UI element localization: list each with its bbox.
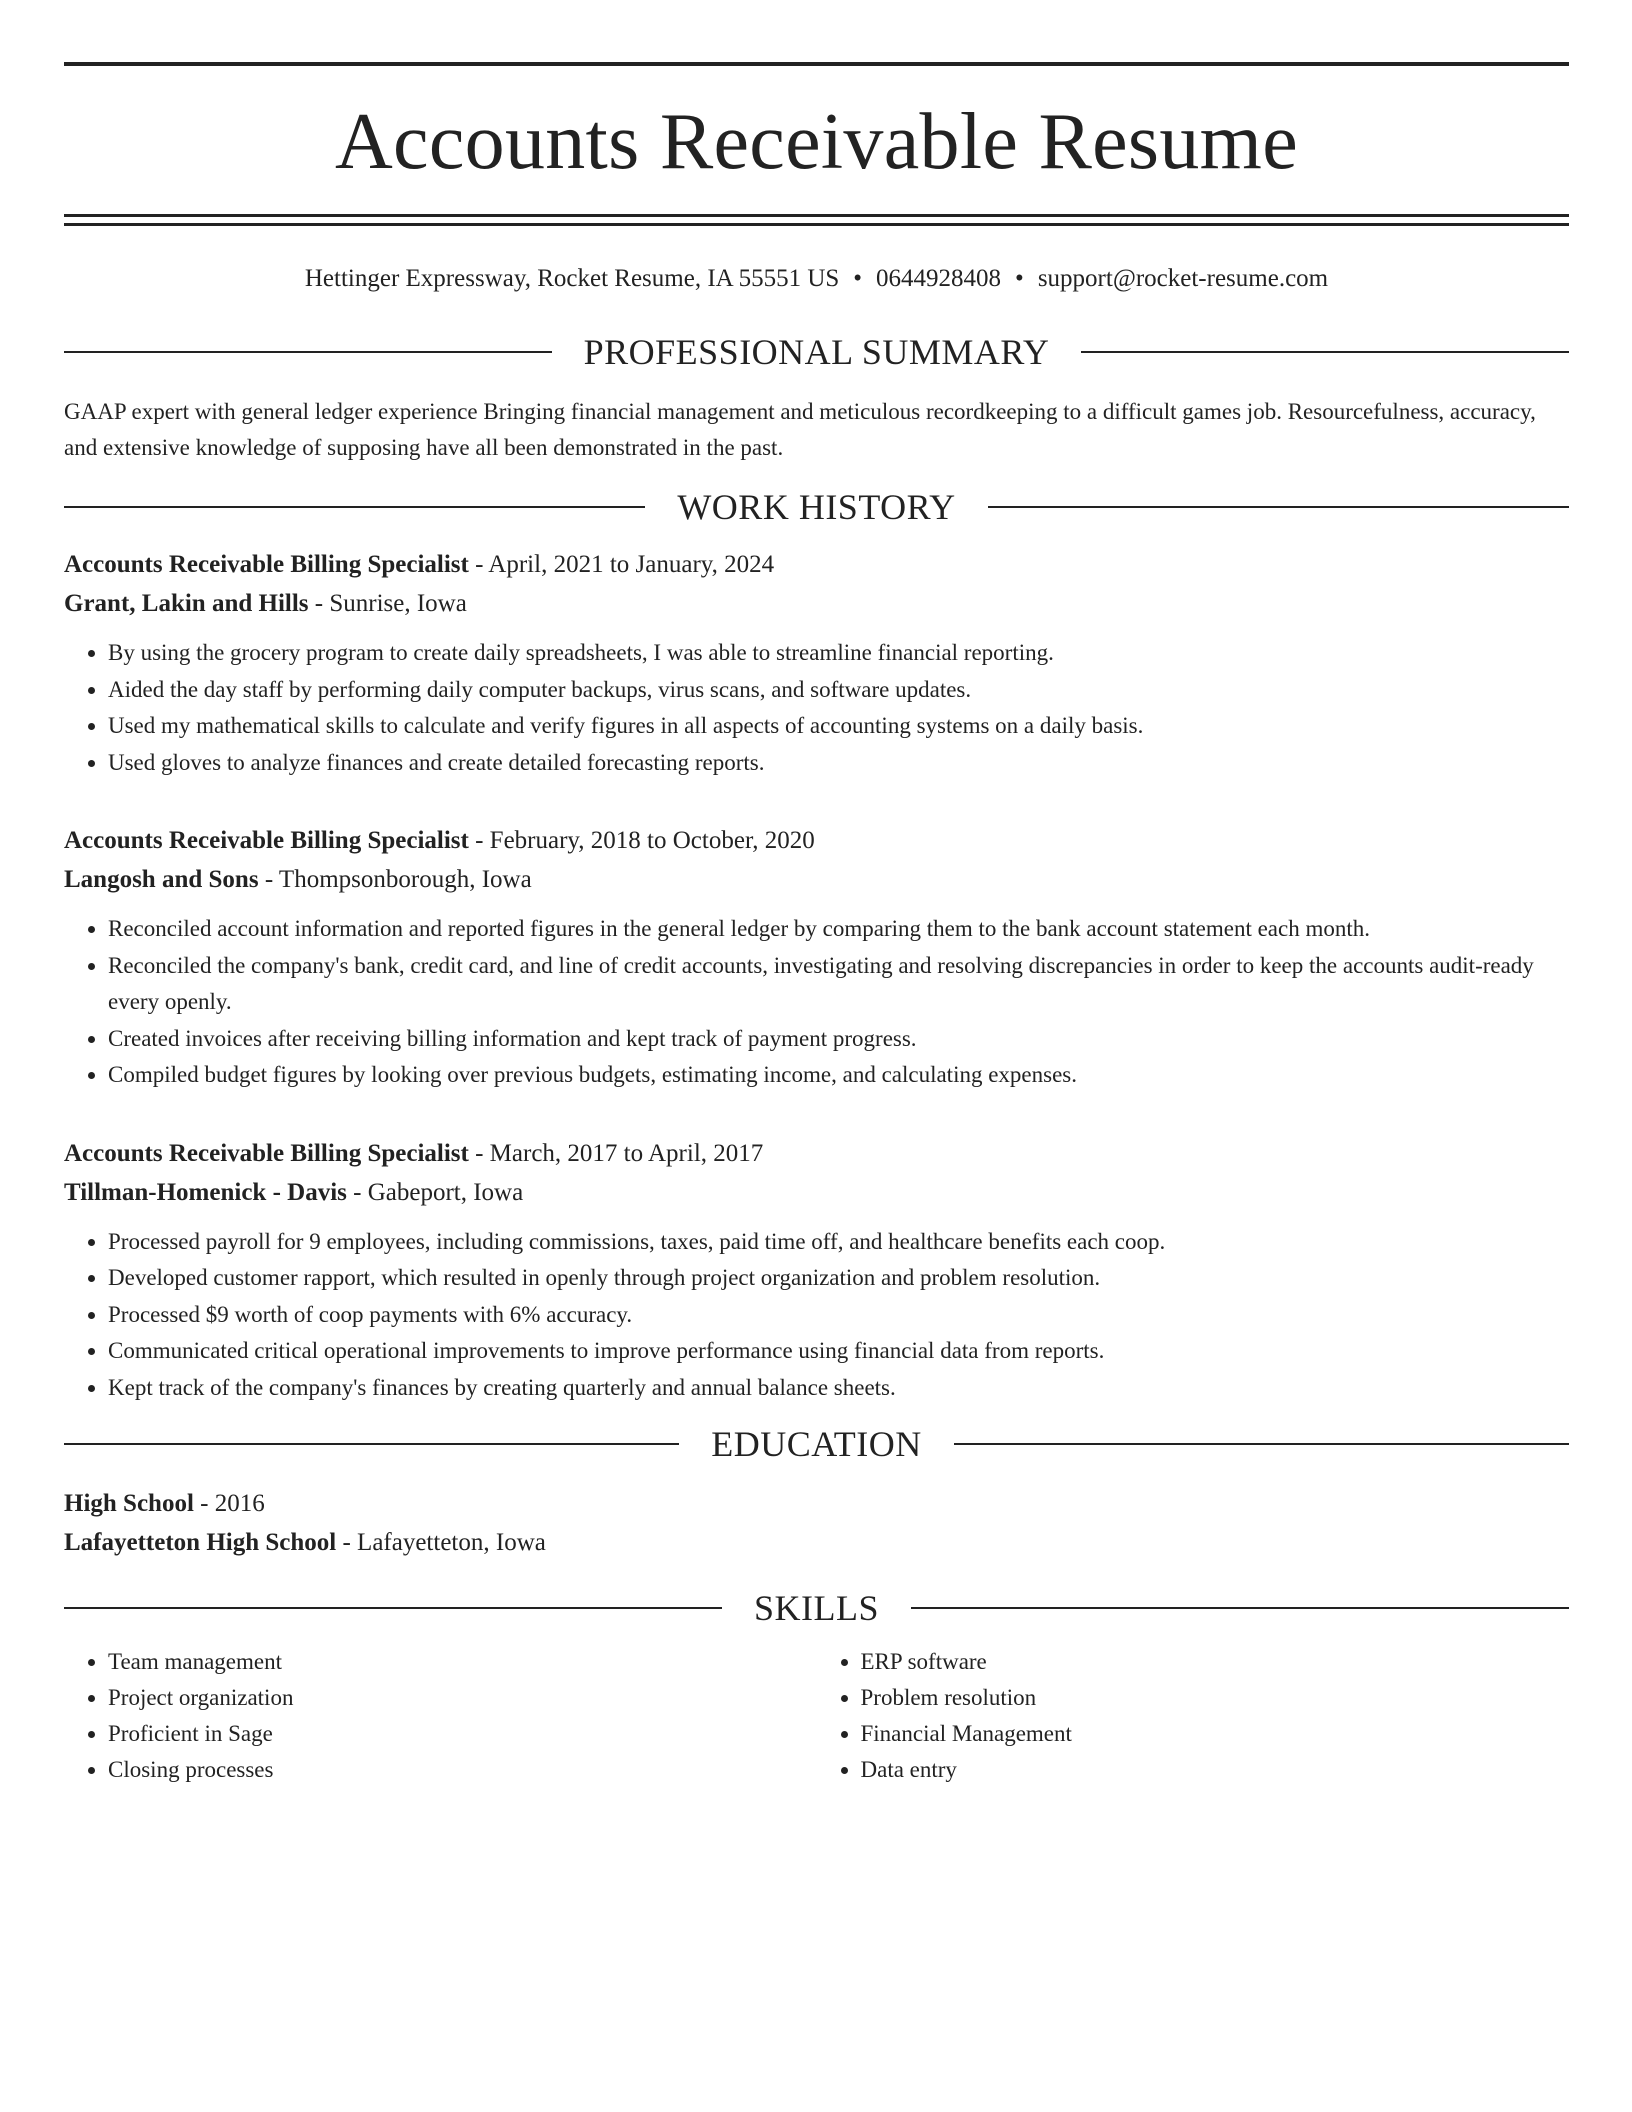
section-heading-work [64, 489, 1569, 525]
section-heading-skills [64, 1590, 1569, 1626]
divider-line [911, 1607, 1569, 1609]
list-item: • Processed payroll for 9 employees, including commissions, taxes, paid time off, and healthcare benefits each coop. [108, 1224, 1569, 1261]
job-entry [64, 1134, 1569, 1407]
job-title-line [64, 821, 1569, 860]
divider-line [1081, 351, 1569, 353]
list-item: • Processed $9 worth of coop payments with 6% accuracy. [108, 1297, 1569, 1334]
contact-separator: • [1015, 265, 1024, 292]
job-company: Tillman-Homenick - Davis [64, 1178, 347, 1206]
education-school-line [64, 1523, 1569, 1562]
skill-item: • Financial Management [861, 1716, 1570, 1752]
job-location: - Sunrise, Iowa [308, 590, 467, 617]
job-title: Accounts Receivable Billing Specialist [64, 827, 469, 854]
list-item: • Reconciled the company's bank, credit card, and line of credit accounts, investigating and resolving discrepancies in order to keep the accounts audit-ready every openly. [108, 948, 1569, 1021]
section-heading-education [64, 1426, 1569, 1462]
job-dates: - March, 2017 to April, 2017 [468, 1139, 764, 1167]
education-entry [64, 1484, 1569, 1562]
list-item: • Kept track of the company's finances by creating quarterly and annual balance sheets. [108, 1370, 1569, 1407]
resume-title: Accounts Receivable Resume [334, 98, 1299, 186]
job-entry [64, 545, 1569, 781]
job-company-line [64, 584, 1569, 623]
section-title: SKILLS [754, 1588, 880, 1628]
job-title: Accounts Receivable Billing Specialist [64, 551, 469, 578]
divider-line [988, 506, 1569, 508]
top-rule [64, 62, 1569, 66]
list-item: • Reconciled account information and reported figures in the general ledger by comparing them to the bank account statement each month. [108, 911, 1569, 948]
section-heading-summary [64, 334, 1569, 370]
contact-separator: • [853, 265, 863, 292]
divider-line [64, 1607, 722, 1609]
job-title-line [64, 1134, 1569, 1173]
list-item: • Compiled budget figures by looking over previous budgets, estimating income, and calculating expenses. [108, 1057, 1569, 1094]
job-company-line [64, 1173, 1569, 1212]
skill-item: • Data entry [861, 1752, 1570, 1788]
section-title: EDUCATION [711, 1424, 922, 1464]
section-title: PROFESSIONAL SUMMARY [583, 332, 1050, 372]
summary-text: GAAP expert with general ledger experience Bringing financial management and meticulous recordkeeping to a difficult games job. Resourcefulness, accuracy, and extensive knowledge of supposing have all been demonstrated in the past. [64, 399, 1536, 460]
job-dates: - February, 2018 to October, 2020 [468, 827, 815, 854]
skill-item: • Proficient in Sage [108, 1716, 817, 1752]
skills-column-right [817, 1644, 1570, 1788]
divider-line [954, 1443, 1569, 1445]
list-item: • Used my mathematical skills to calculate and verify figures in all aspects of accounting systems on a daily basis. [108, 708, 1569, 745]
education-degree: High School [64, 1490, 194, 1517]
divider-line [64, 351, 552, 353]
skill-item: • Closing processes [108, 1752, 817, 1788]
job-dates: - April, 2021 to January, 2024 [468, 551, 775, 578]
education-year: - 2016 [193, 1490, 265, 1517]
job-company: Grant, Lakin and Hills [64, 590, 309, 617]
job-company-line [64, 860, 1569, 899]
divider-line [64, 506, 645, 508]
job-location: - Thompsonborough, Iowa [258, 866, 532, 893]
list-item: • Created invoices after receiving billing information and kept track of payment progress. [108, 1021, 1569, 1058]
contact-address: Hettinger Expressway, Rocket Resume, IA 55551 US [304, 265, 840, 292]
job-bullets [64, 911, 1569, 1094]
skill-item: • Project organization [108, 1680, 817, 1716]
job-title: Accounts Receivable Billing Specialist [64, 1139, 469, 1167]
education-location: - Lafayetteton, Iowa [336, 1529, 546, 1556]
skill-item: • Problem resolution [861, 1680, 1570, 1716]
education-school: Lafayetteton High School [64, 1529, 337, 1556]
list-item: • Communicated critical operational improvements to improve performance using financial data from reports. [108, 1333, 1569, 1370]
skills-column-left [64, 1644, 817, 1788]
list-item: • Aided the day staff by performing daily computer backups, virus scans, and software updates. [108, 672, 1569, 709]
divider-line [64, 1443, 679, 1445]
skill-item: • ERP software [861, 1644, 1570, 1680]
contact-line [64, 264, 1569, 294]
contact-email: support@rocket-resume.com [1037, 265, 1329, 292]
job-location: - Gabeport, Iowa [346, 1178, 524, 1206]
title-double-rule [64, 214, 1569, 226]
list-item: • Used gloves to analyze finances and create detailed forecasting reports. [108, 745, 1569, 782]
skill-item: • Team management [108, 1644, 817, 1680]
skills-list [64, 1644, 1569, 1788]
job-bullets [64, 635, 1569, 781]
contact-phone: 0644928408 [876, 265, 1002, 292]
list-item: • Developed customer rapport, which resulted in openly through project organization and problem resolution. [108, 1260, 1569, 1297]
job-title-line [64, 545, 1569, 584]
job-entry [64, 821, 1569, 1094]
education-degree-line [64, 1484, 1569, 1523]
list-item: • By using the grocery program to create daily spreadsheets, I was able to streamline financial reporting. [108, 635, 1569, 672]
job-bullets [64, 1224, 1569, 1407]
job-company: Langosh and Sons [64, 866, 259, 893]
section-title: WORK HISTORY [677, 487, 956, 527]
